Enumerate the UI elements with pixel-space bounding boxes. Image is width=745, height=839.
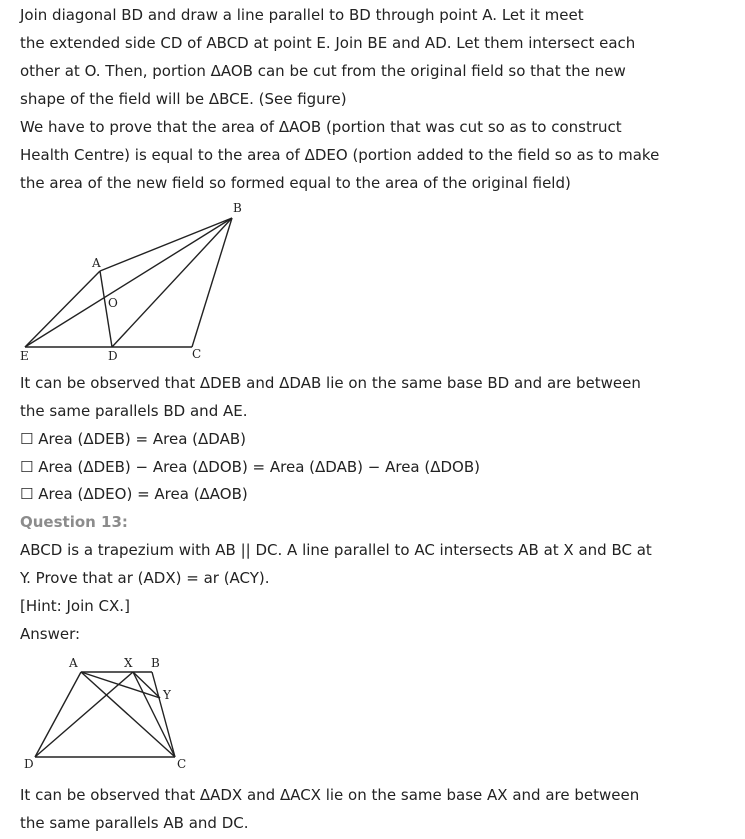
para1-line2: the extended side CD of ABCD at point E. Join BE and AD. Let them intersect each — [20, 34, 636, 52]
para3-line2: the same parallels AB and DC. — [20, 814, 249, 832]
label-c: C — [192, 347, 202, 361]
label-o: O — [108, 296, 118, 310]
para1-line1: Join diagonal BD and draw a line parallel to BD through point A. Let it meet — [20, 6, 584, 24]
segment-bd — [112, 218, 232, 347]
segment-ad — [35, 672, 81, 757]
question-heading: Question 13: — [20, 513, 128, 531]
segment-bc — [152, 672, 175, 757]
segment-ab — [100, 218, 232, 271]
label-b: B — [151, 656, 160, 670]
figure-trapezium-abcd — [0, 652, 200, 777]
para1-line3: other at O. Then, portion ΔAOB can be cut from the original field so that the new — [20, 62, 626, 80]
question-hint: [Hint: Join CX.] — [20, 597, 130, 615]
segment-bc — [192, 218, 232, 347]
segment-eb — [25, 218, 232, 347]
answer-label: Answer: — [20, 625, 81, 643]
label-e: E — [20, 349, 29, 363]
para1-line7: the area of the new field so formed equal to the area of the original field) — [20, 174, 571, 192]
label-y: Y — [163, 688, 171, 702]
para2-step2: ☐ Area (ΔDEB) − Area (ΔDOB) = Area (ΔDAB) − Area (ΔDOB) — [20, 458, 480, 476]
segment-ay — [81, 672, 160, 698]
para2-line1: It can be observed that ΔDEB and ΔDAB lie on the same base BD and are between — [20, 374, 641, 392]
label-c: C — [177, 757, 187, 771]
label-b: B — [233, 201, 242, 215]
para1-line6: Health Centre) is equal to the area of ΔDEO (portion added to the field so as to make — [20, 146, 660, 164]
para2-step1: ☐ Area (ΔDEB) = Area (ΔDAB) — [20, 430, 246, 448]
figure-quadrilateral-abcd — [0, 195, 260, 367]
label-x: X — [124, 656, 133, 670]
segment-xc — [133, 672, 175, 757]
label-a: A — [69, 656, 78, 670]
question-line1: ABCD is a trapezium with AB || DC. A line parallel to AC intersects AB at X and BC at — [20, 541, 652, 559]
para1-line5: We have to prove that the area of ΔAOB (portion that was cut so as to construct — [20, 118, 622, 136]
label-d: D — [108, 349, 118, 363]
label-d: D — [24, 757, 34, 771]
para3-line1: It can be observed that ΔADX and ΔACX lie on the same base AX and are between — [20, 786, 640, 804]
para2-line2: the same parallels BD and AE. — [20, 402, 248, 420]
para1-line4: shape of the field will be ΔBCE. (See figure) — [20, 90, 347, 108]
para2-step3: ☐ Area (ΔDEO) = Area (ΔAOB) — [20, 485, 248, 503]
segment-ea — [25, 271, 100, 347]
label-a: A — [92, 256, 101, 270]
question-line2: Y. Prove that ar (ADX) = ar (ACY). — [20, 569, 270, 587]
segment-ac — [81, 672, 175, 757]
